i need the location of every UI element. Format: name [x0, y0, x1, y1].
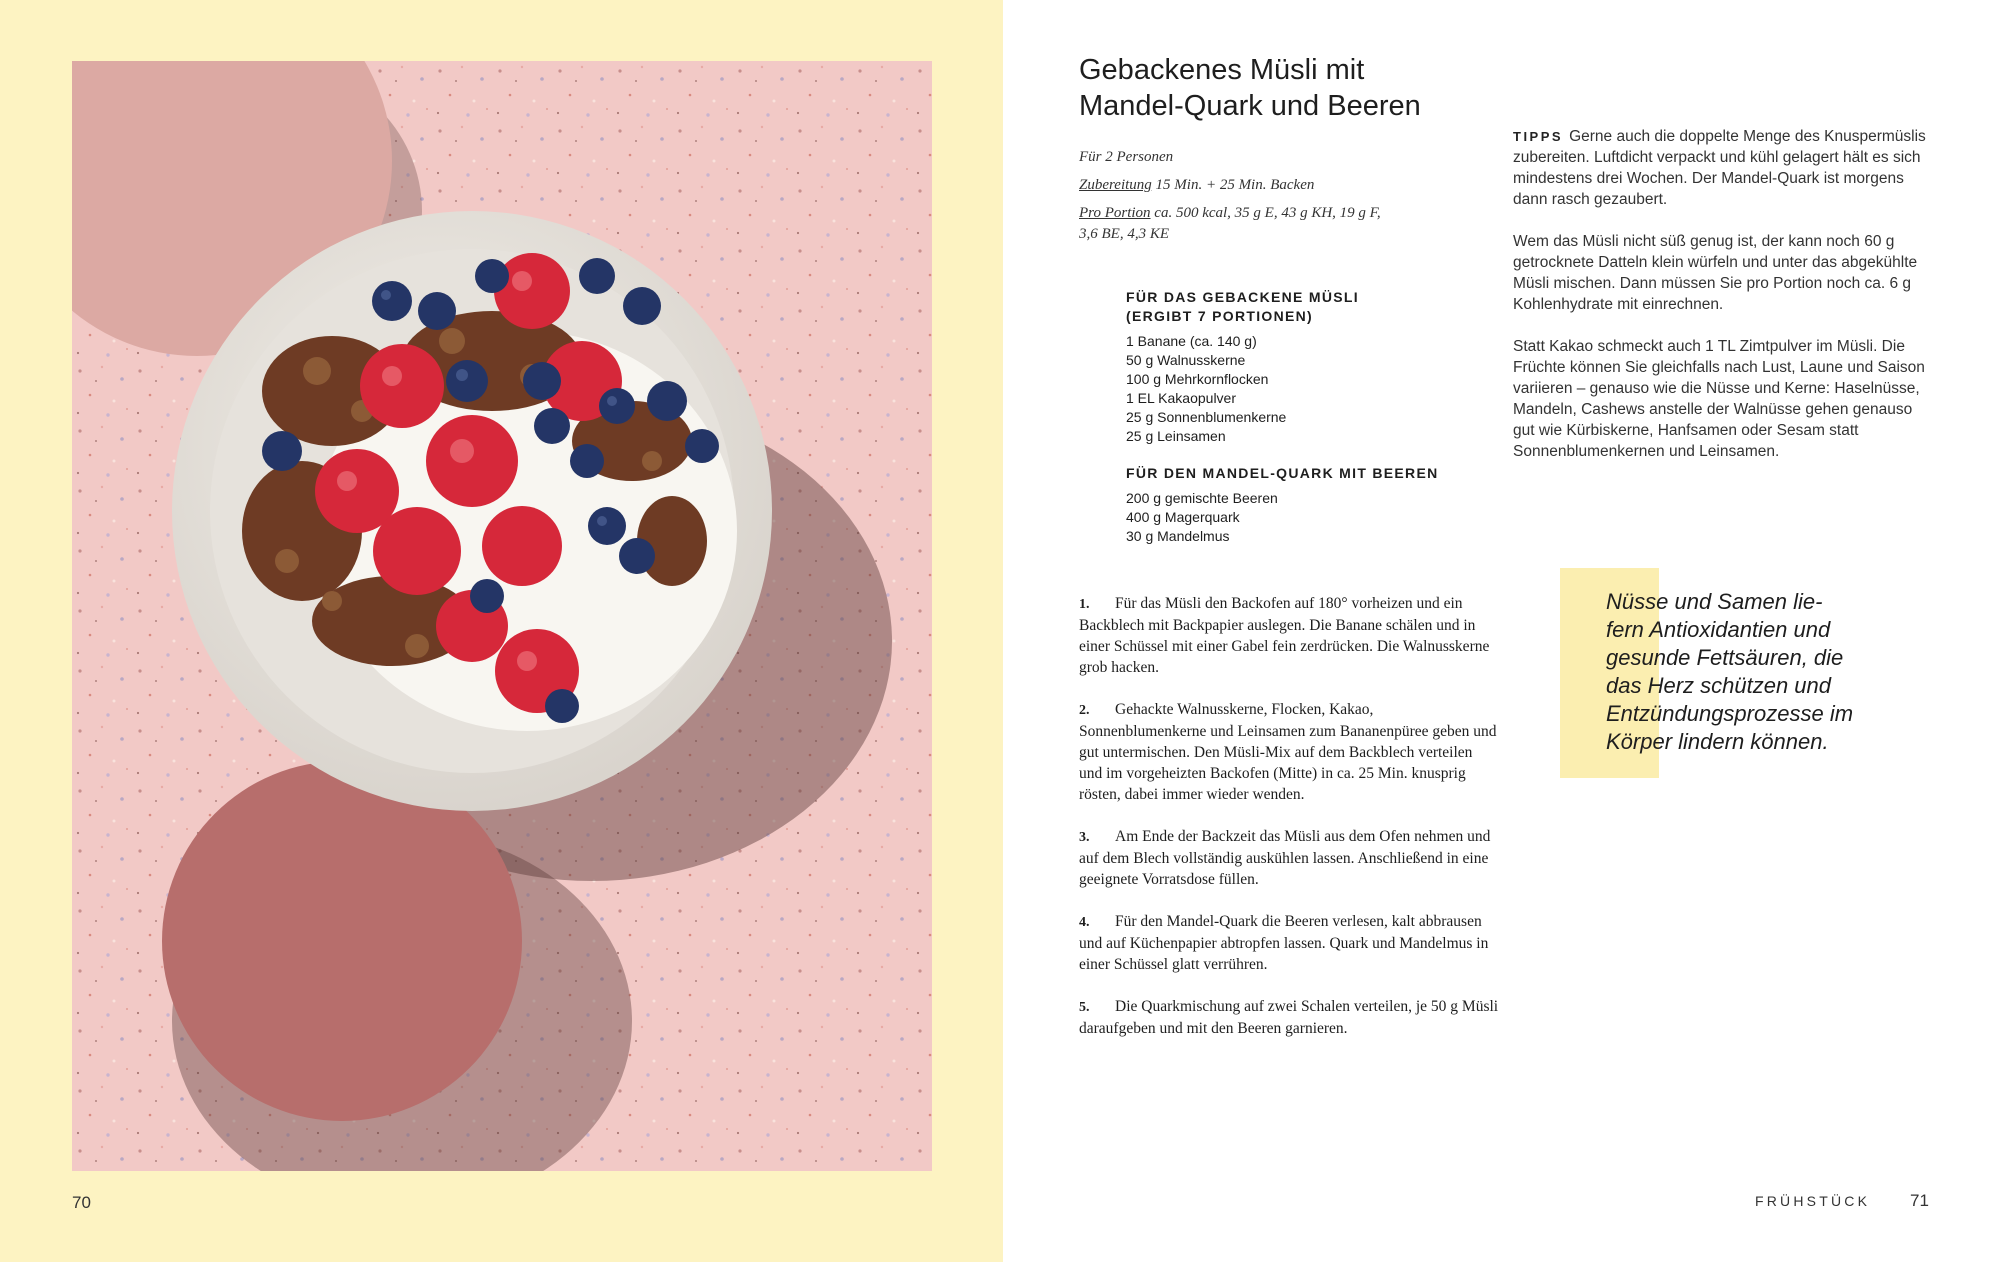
step-number: 2.	[1079, 703, 1090, 718]
ingredients-muesli-heading	[1126, 288, 1526, 326]
quote-line: Körper lindern können.	[1606, 729, 1829, 754]
ingredient-item: 50 g Walnusskerne	[1126, 352, 1246, 368]
portion-value-line2: 3,6 BE, 4,3 KE	[1079, 226, 1169, 242]
prep-value: 15 Min. + 25 Min. Backen	[1155, 177, 1315, 193]
step	[1079, 699, 1499, 805]
quote-line: Nüsse und Samen lie-	[1606, 589, 1823, 614]
page-number-left: 70	[72, 1193, 91, 1212]
step-text: Gehackte Walnusskerne, Flocken, Kakao, Sonnenblumenkerne und Leinsamen zum Bananenpüree geben und gut untermischen. Den Müsli-Mix auf dem Backblech verteilen und im vorgeheizten Backofen (Mitte) in ca. 25 Min. knusprig rösten, dabei immer wieder wenden.	[1079, 701, 1497, 803]
recipe-title	[1079, 52, 1519, 124]
instruction-steps	[1079, 593, 1499, 1060]
page-number-right: 71	[1910, 1191, 1929, 1210]
recipe-title-line: Gebackenes Müsli mit	[1079, 54, 1365, 86]
tips-label: TIPPS	[1513, 129, 1564, 144]
recipe-title-line: Mandel-Quark und Beeren	[1079, 90, 1421, 122]
ingredient-item: 1 Banane (ca. 140 g)	[1126, 333, 1257, 349]
section-label: FRÜHSTÜCK	[1755, 1193, 1871, 1209]
step-number: 3.	[1079, 830, 1090, 845]
tips-paragraph: Statt Kakao schmeckt auch 1 TL Zimtpulver im Müsli. Die Früchte können Sie gleichfalls nach Lust, Laune und Saison variieren – genauso wie die Nüsse und Kerne: Haselnüsse, Mandeln, Cashews anstelle der Walnüsse gehen genauso gut wie Kürbiskerne, Hanfsamen oder Sesam statt Sonnenblumenkernen und Leinsamen.	[1513, 338, 1925, 460]
step-number: 1.	[1079, 597, 1090, 612]
ingredient-item: 30 g Mandelmus	[1126, 528, 1230, 544]
step-text: Für das Müsli den Backofen auf 180° vorheizen und ein Backblech mit Backpapier auslegen. Die Banane schälen und in einer Schüssel mit einer Gabel fein zerdrücken. Die Walnusskerne grob hacken.	[1079, 595, 1490, 676]
coaster-bottom	[162, 761, 522, 1121]
portion-value-line1: ca. 500 kcal, 35 g E, 43 g KH, 19 g F,	[1154, 205, 1381, 221]
step	[1079, 826, 1499, 890]
quote-line: gesunde Fettsäuren, die	[1606, 645, 1844, 670]
pull-quote	[1606, 588, 1896, 756]
ingredient-item: 25 g Sonnenblumenkerne	[1126, 409, 1287, 425]
step-text: Die Quarkmischung auf zwei Schalen verteilen, je 50 g Müsli daraufgeben und mit den Beeren garnieren.	[1079, 998, 1499, 1037]
recipe-meta	[1079, 147, 1439, 252]
portion-label: Pro Portion	[1079, 205, 1151, 221]
step	[1079, 996, 1499, 1039]
ingredient-item: 200 g gemischte Beeren	[1126, 490, 1278, 506]
tips-paragraph	[1513, 126, 1938, 210]
prep-time	[1079, 175, 1439, 196]
recipe-photo	[72, 61, 932, 1171]
step-number: 4.	[1079, 915, 1090, 930]
ingredient-item: 1 EL Kakaopulver	[1126, 390, 1236, 406]
ingredients-quark-heading: FÜR DEN MANDEL-QUARK MIT BEEREN	[1126, 465, 1439, 481]
tips-text: Gerne auch die doppelte Menge des Knuspermüslis zubereiten. Luftdicht verpackt und kühl gelagert hält es sich mindestens drei Wochen. Der Mandel-Quark ist morgens dann rasch gezaubert.	[1513, 128, 1926, 208]
heading-line: FÜR DAS GEBACKENE MÜSLI	[1126, 289, 1359, 305]
step	[1079, 593, 1499, 678]
quote-line: das Herz schützen und	[1606, 673, 1832, 698]
step	[1079, 911, 1499, 975]
quote-line: fern Antioxidantien und	[1606, 617, 1831, 642]
ingredients-muesli	[1126, 288, 1526, 446]
step-text: Für den Mandel-Quark die Beeren verlesen, kalt abbrausen und auf Küchenpapier abtropfen lassen. Quark und Mandelmus in einer Schüssel glatt verrühren.	[1079, 913, 1489, 973]
ingredient-item: 400 g Magerquark	[1126, 509, 1240, 525]
servings: Für 2 Personen	[1079, 149, 1174, 165]
heading-line: (ERGIBT 7 PORTIONEN)	[1126, 308, 1314, 324]
tips-paragraph: Wem das Müsli nicht süß genug ist, der kann noch 60 g getrocknete Datteln klein würfeln und unter das abgekühlte Müsli mischen. Dann müssen Sie pro Portion noch ca. 6 g Kohlenhydrate mit einrechnen.	[1513, 233, 1918, 313]
nutrition	[1079, 203, 1439, 245]
right-page	[1003, 0, 2000, 1262]
ingredient-item: 100 g Mehrkornflocken	[1126, 371, 1269, 387]
quote-line: Entzündungsprozesse im	[1606, 701, 1854, 726]
prep-label: Zubereitung	[1079, 177, 1152, 193]
step-number: 5.	[1079, 1000, 1090, 1015]
tips	[1513, 126, 1938, 483]
ingredients-quark	[1126, 464, 1526, 546]
recipe-photo-illustration	[72, 61, 932, 1171]
step-text: Am Ende der Backzeit das Müsli aus dem Ofen nehmen und auf dem Blech vollständig auskühlen lassen. Anschließend in eine geeignete Vorratsdose füllen.	[1079, 828, 1491, 888]
ingredient-item: 25 g Leinsamen	[1126, 428, 1226, 444]
